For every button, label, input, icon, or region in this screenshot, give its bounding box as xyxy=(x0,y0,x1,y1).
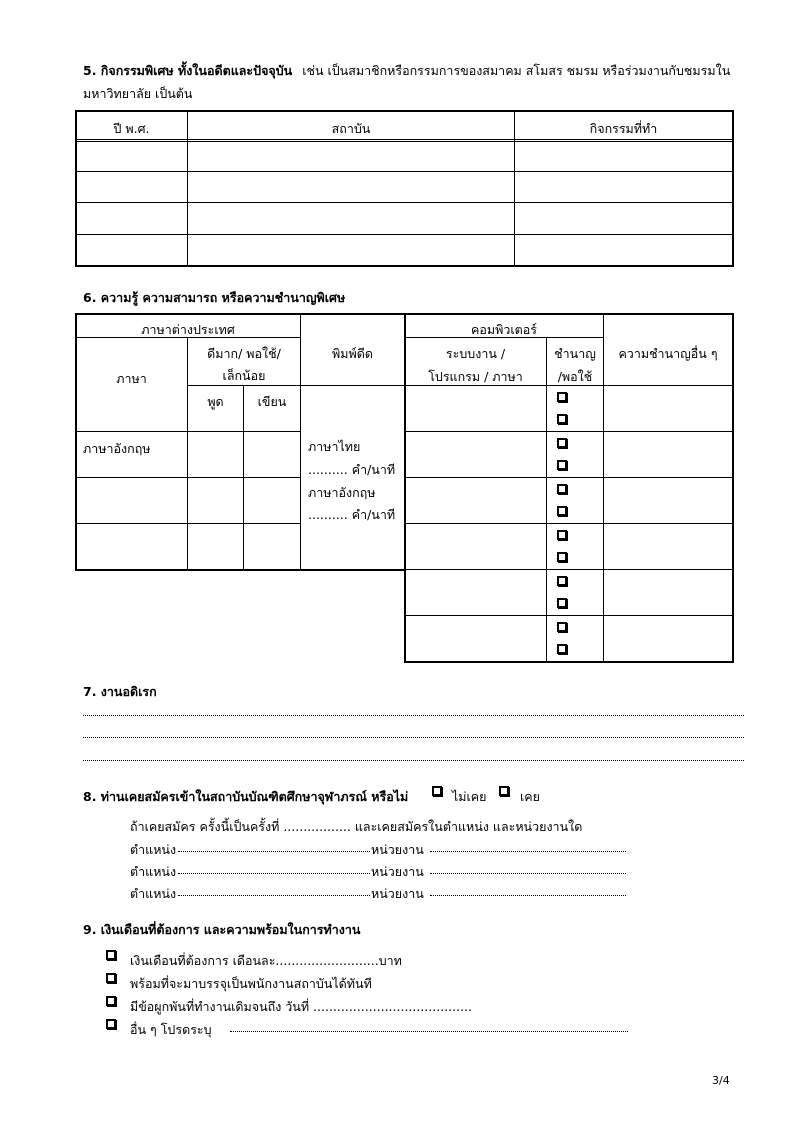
salary-text: เงินเดือนที่ต้องการ เดือนละ..........................บาท xyxy=(130,953,402,968)
page-number: 3/4 xyxy=(712,1074,730,1087)
obligation-text: มีข้อผูกพันที่ทำงานเดิมจนถึง วันที่ ........................................ xyxy=(130,999,472,1014)
salary-checkbox[interactable] xyxy=(106,950,116,960)
hobby-line-1[interactable] xyxy=(83,715,744,716)
other-checkbox[interactable] xyxy=(106,1019,116,1029)
col-header-activity: กิจกรรมที่ทำ xyxy=(589,121,658,136)
if-applied-text: ถ้าเคยสมัคร ครั้งนี้เป็นครั้งที่ ................. และเคยสมัครในตำแหน่ง และหน่วยงานใด xyxy=(130,819,583,834)
skill-checkbox[interactable] xyxy=(557,392,567,402)
skill-checkbox[interactable] xyxy=(557,552,567,562)
never-applied-checkbox[interactable] xyxy=(432,786,442,796)
position-field-3[interactable] xyxy=(178,895,370,896)
skill-checkbox[interactable] xyxy=(557,414,567,424)
position-label: ตำแหน่ง xyxy=(130,842,177,857)
unit-label: หน่วยงาน xyxy=(371,864,424,879)
activity-row-3[interactable] xyxy=(76,203,732,234)
ready-text: พร้อมที่จะมาบรรจุเป็นพนักงานสถาบันได้ทันที xyxy=(130,976,372,991)
typing-thai-rate: .......... คำ/นาที xyxy=(308,462,396,477)
unit-field-3[interactable] xyxy=(430,895,626,896)
section5-title: 5. กิจกรรมพิเศษ ทั้งในอดีตและปัจจุบัน xyxy=(83,63,293,78)
computer-header: คอมพิวเตอร์ xyxy=(471,322,537,337)
ever-applied-label: เคย xyxy=(520,789,540,804)
typing-thai-label: ภาษาไทย xyxy=(308,439,361,454)
typing-english-rate: .......... คำ/นาที xyxy=(308,507,396,522)
unit-field-2[interactable] xyxy=(430,873,626,874)
activity-row-4[interactable] xyxy=(76,235,732,265)
col-header-year: ปี พ.ศ. xyxy=(113,121,150,136)
skill-checkbox[interactable] xyxy=(557,506,567,516)
level-header-line2: เล็กน้อย xyxy=(222,368,266,383)
level-header-line1: ดีมาก/ พอใช้/ xyxy=(207,346,281,361)
section6-title: 6. ความรู้ ความสามารถ หรือความชำนาญพิเศษ xyxy=(83,290,346,305)
skill-checkbox[interactable] xyxy=(557,484,567,494)
speak-header: พูด xyxy=(207,394,224,409)
system-header-line2: โปรแกรม / ภาษา xyxy=(428,369,523,384)
obligation-checkbox[interactable] xyxy=(106,996,116,1006)
section5-title-row xyxy=(83,61,730,81)
ever-applied-checkbox[interactable] xyxy=(499,786,509,796)
unit-label: หน่วยงาน xyxy=(371,842,424,857)
skill-checkbox[interactable] xyxy=(557,644,567,654)
activity-row-2[interactable] xyxy=(76,172,732,202)
unit-field-1[interactable] xyxy=(430,851,626,852)
position-label: ตำแหน่ง xyxy=(130,886,177,901)
language-english: ภาษาอังกฤษ xyxy=(83,441,151,456)
skill-checkbox[interactable] xyxy=(557,598,567,608)
write-header: เขียน xyxy=(257,394,287,409)
section9-title: 9. เงินเดือนที่ต้องการ และความพร้อมในการทำงาน xyxy=(83,922,361,937)
skill-checkbox[interactable] xyxy=(557,438,567,448)
system-header-line1: ระบบงาน / xyxy=(445,346,506,361)
section5-desc-line2: มหาวิทยาลัย เป็นต้น xyxy=(83,86,193,101)
skill-checkbox[interactable] xyxy=(557,530,567,540)
section7-title: 7. งานอดิเรก xyxy=(83,684,157,699)
position-field-1[interactable] xyxy=(178,851,370,852)
other-skill-header: ความชำนาญอื่น ๆ xyxy=(618,346,718,361)
ready-checkbox[interactable] xyxy=(106,973,116,983)
col-header-institution: สถาบัน xyxy=(331,121,371,136)
other-field[interactable] xyxy=(230,1031,628,1032)
typing-english-label: ภาษาอังกฤษ xyxy=(308,485,376,500)
hobby-line-3[interactable] xyxy=(83,760,744,761)
section5-desc: เช่น เป็นสมาชิกหรือกรรมการของสมาคม สโมสร ชมรม หรือร่วมงานกับชมรมใน xyxy=(302,63,731,78)
language-header: ภาษา xyxy=(116,371,147,386)
other-text: อื่น ๆ โปรดระบุ xyxy=(130,1022,212,1037)
unit-label: หน่วยงาน xyxy=(371,886,424,901)
position-label: ตำแหน่ง xyxy=(130,864,177,879)
skill-header-line2: /พอใช้ xyxy=(557,369,593,384)
position-field-2[interactable] xyxy=(178,873,370,874)
skill-checkbox[interactable] xyxy=(557,622,567,632)
hobby-line-2[interactable] xyxy=(83,737,744,738)
skill-checkbox[interactable] xyxy=(557,460,567,470)
skill-header-line1: ชำนาญ xyxy=(554,346,596,361)
typing-header: พิมพ์ดีด xyxy=(332,346,373,361)
skill-checkbox[interactable] xyxy=(557,576,567,586)
section8-title: 8. ท่านเคยสมัครเข้าในสถาบันบัณฑิตศึกษาจุฬาภรณ์ หรือไม่ xyxy=(83,789,409,804)
never-applied-label: ไม่เคย xyxy=(452,789,487,804)
activity-row-1[interactable] xyxy=(76,142,732,171)
foreign-language-header: ภาษาต่างประเทศ xyxy=(141,322,235,337)
